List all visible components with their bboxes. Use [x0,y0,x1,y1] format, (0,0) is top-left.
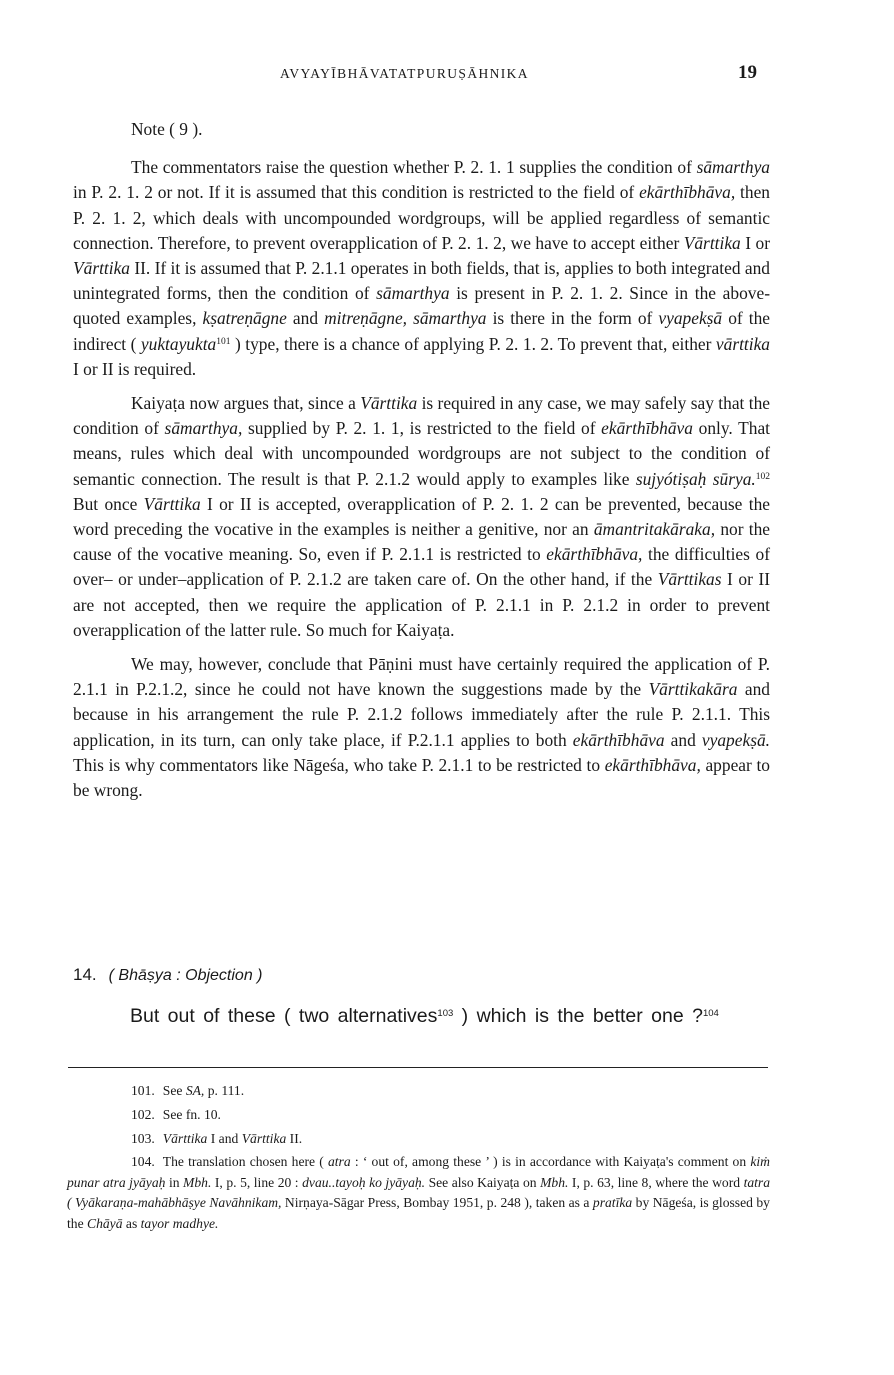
text-run: p. 111. [204,1083,245,1098]
italic-term: Vārttikakāra [648,679,738,700]
footnote-number: 104. [131,1154,155,1169]
italic-term: vārttika [715,333,770,354]
italic-term: ekārthībhāva [601,418,693,439]
text-run: I or II is accepted, overapplication of P. 2. 1. 2 can be prevented, because the word preceding the vocative in the examples is neither a genitive, nor an [73,493,770,540]
italic-term: Vārttika [241,1131,287,1146]
text-run: in P. 2. 1. 2 or not. If it is assumed that this condition is restricted to the field of [73,182,640,203]
footnote-number: 103. [131,1131,155,1146]
italic-term: sāmarthya [376,283,450,304]
note-title: Note ( 9 ). [131,119,203,139]
text-run: This is why commentators like Nāgeśa, who take P. 2.1.1 to be restricted to [73,754,605,775]
text-run: and [286,308,325,329]
italic-term: yuktayukta [140,333,217,354]
running-head: AVYAYĪBHĀVATATPURUṢĀHNIKA [280,66,529,81]
text-run: See fn. 10. [162,1107,221,1122]
italic-term: pratīka [592,1195,633,1210]
italic-term: ekārthībhāva, [546,544,643,565]
text-run: See also Kaiyaṭa on [425,1174,541,1190]
italic-term: Mbh. [183,1174,212,1190]
italic-term: sujyótiṣaḥ sūrya. [635,468,756,489]
text-run: only. That means, rules which deal with uncompounded wordgroups are not subject to the condition of semantic connection. The result is that P. 2.1.2 would apply to examples like [73,418,770,489]
italic-term: kiṁ punar atra jyāyaḥ [67,1154,770,1190]
text-run: by Nāgeśa, is glossed by the [67,1195,770,1231]
italic-term: Mbh. [540,1174,569,1190]
italic-term: vyapekṣā [658,308,723,329]
translation-paragraph [73,1003,770,1029]
italic-term: āmantritakāraka, [593,519,716,540]
italic-term: SA, [185,1083,205,1098]
italic-term: ekārthībhāva, [604,754,701,775]
italic-term: vyapekṣā. [701,729,770,750]
italic-term: dvau..tayoḥ ko jyāyaḥ. [302,1174,426,1190]
text-run: and [664,729,702,750]
text-run: : ‘ out of, among these ’ ) is in accordance with Kaiyaṭa's comment on [350,1154,751,1169]
text-run: I or II is required. [73,358,197,379]
page-number: 19 [738,62,757,83]
section-number: 14. [73,965,97,984]
italic-term: atra [327,1154,351,1169]
footnotes [67,1080,770,1236]
section-heading [73,965,262,985]
text-run: ) type, there is a chance of applying P. 2. 1. 2. To prevent that, either [230,333,716,354]
text-run: and because in his arrangement the rule P. 2.1.2 follows immediately after the rule P. 2.1.1. This application, in its turn, can only take place, if P.2.1.1 applies to both [73,679,770,750]
text-run: The translation chosen here ( [162,1154,328,1169]
text-run: Nirṇaya-Sāgar Press, Bombay 1951, p. 248 ), taken as a [281,1195,593,1210]
footnote-ref-101[interactable]: 101 [216,336,231,347]
text-run: is present in P. 2. 1. 2. Since in the above-quoted examples, [73,283,770,329]
text-run: is required in any case, we may safely say that the condition of [73,393,770,439]
section-label: ( Bhāṣya : Objection ) [108,967,263,984]
paragraph-1 [73,155,770,382]
text-run: I or [740,232,770,253]
text-run: We may, however, conclude that Pāṇini must have certainly required the application of P. 2.1.1 in P.2.1.2, since he could not have known the suggestions made by the [73,654,770,700]
text-run: the difficulties of over– or under–application of P. 2.1.2 are taken care of. On the other hand, if the [73,544,770,590]
text-run: The commentators raise the question whether P. 2. 1. 1 supplies the condition of [131,157,697,178]
text-run: I, p. 63, line 8, where the word [568,1174,744,1190]
footnote-103 [67,1128,770,1150]
italic-term: ekārthībhāva, [639,182,736,203]
italic-term: Vārttika [73,258,130,279]
italic-term: Vārttika [360,393,418,414]
italic-term: Vārttika [143,493,201,514]
footnote-number: 102. [131,1107,155,1122]
footnote-ref-103[interactable]: 103 [437,1008,454,1019]
italic-term: Vārttikas [657,569,722,590]
italic-term: tatra ( Vyākaraṇa-mahābhāṣye Navāhnikam, [67,1174,770,1210]
text-run: appear to be wrong. [73,754,770,801]
text-run: ) which is the better one ? [453,1005,703,1027]
italic-term: kṣatreṇāgne [202,308,287,329]
text-run: nor the cause of the vocative meaning. So, even if P. 2.1.1 is restricted to [73,519,771,565]
text-run: I or II are not accepted, then we require the application of P. 2.1.1 in P. 2.1.2 in order to prevent overapplication of the latter rule. So much for Kaiyaṭa. [73,569,771,640]
text-run: II. If it is assumed that P. 2.1.1 operates in both fields, that is, applies to both integrated and unintegrated forms, then the condition of [73,258,770,304]
text-run: I and [207,1131,242,1146]
italic-term: sāmarthya, [164,418,243,439]
text-run: But once [73,493,144,514]
text-run: of the indirect ( [73,308,770,354]
footnote-104 [67,1152,770,1234]
text-run: See [162,1083,186,1098]
italic-term: ekārthībhāva [572,729,665,750]
italic-term: Vārttika [162,1131,208,1146]
text-run: I, p. 5, line 20 : [211,1174,303,1190]
text-run: supplied by P. 2. 1. 1, is restricted to the field of [242,418,602,439]
text-run: then P. 2. 1. 2, which deals with uncompounded wordgroups, will be applied regardless of semantic connection. Therefore, to prevent overapplication of P. 2. 1. 2, we have to accept either [73,182,770,253]
paragraph-2 [73,391,770,643]
main-text [73,117,770,812]
footnote-101 [67,1080,770,1102]
footnote-102 [67,1104,770,1126]
text-run: Kaiyaṭa now argues that, since a [131,393,361,414]
footnote-number: 101. [131,1083,155,1098]
text-run: II. [286,1131,303,1146]
text-run: in [165,1174,184,1190]
italic-term: sāmarthya [696,157,770,178]
text-run: as [122,1215,141,1231]
paragraph-3 [73,652,770,803]
text-run: is there in the form of [486,308,659,329]
footnote-ref-102[interactable]: 102 [755,471,770,482]
italic-term: mitreṇāgne, sāmarthya [324,308,487,329]
italic-term: tayor madhye. [140,1215,219,1231]
italic-term: Vārttika [683,232,741,253]
footnote-divider [68,1067,768,1068]
italic-term: Chāyā [87,1215,123,1231]
footnote-ref-104[interactable]: 104 [702,1008,719,1019]
text-run: But out of these ( two alternatives [130,1005,438,1027]
